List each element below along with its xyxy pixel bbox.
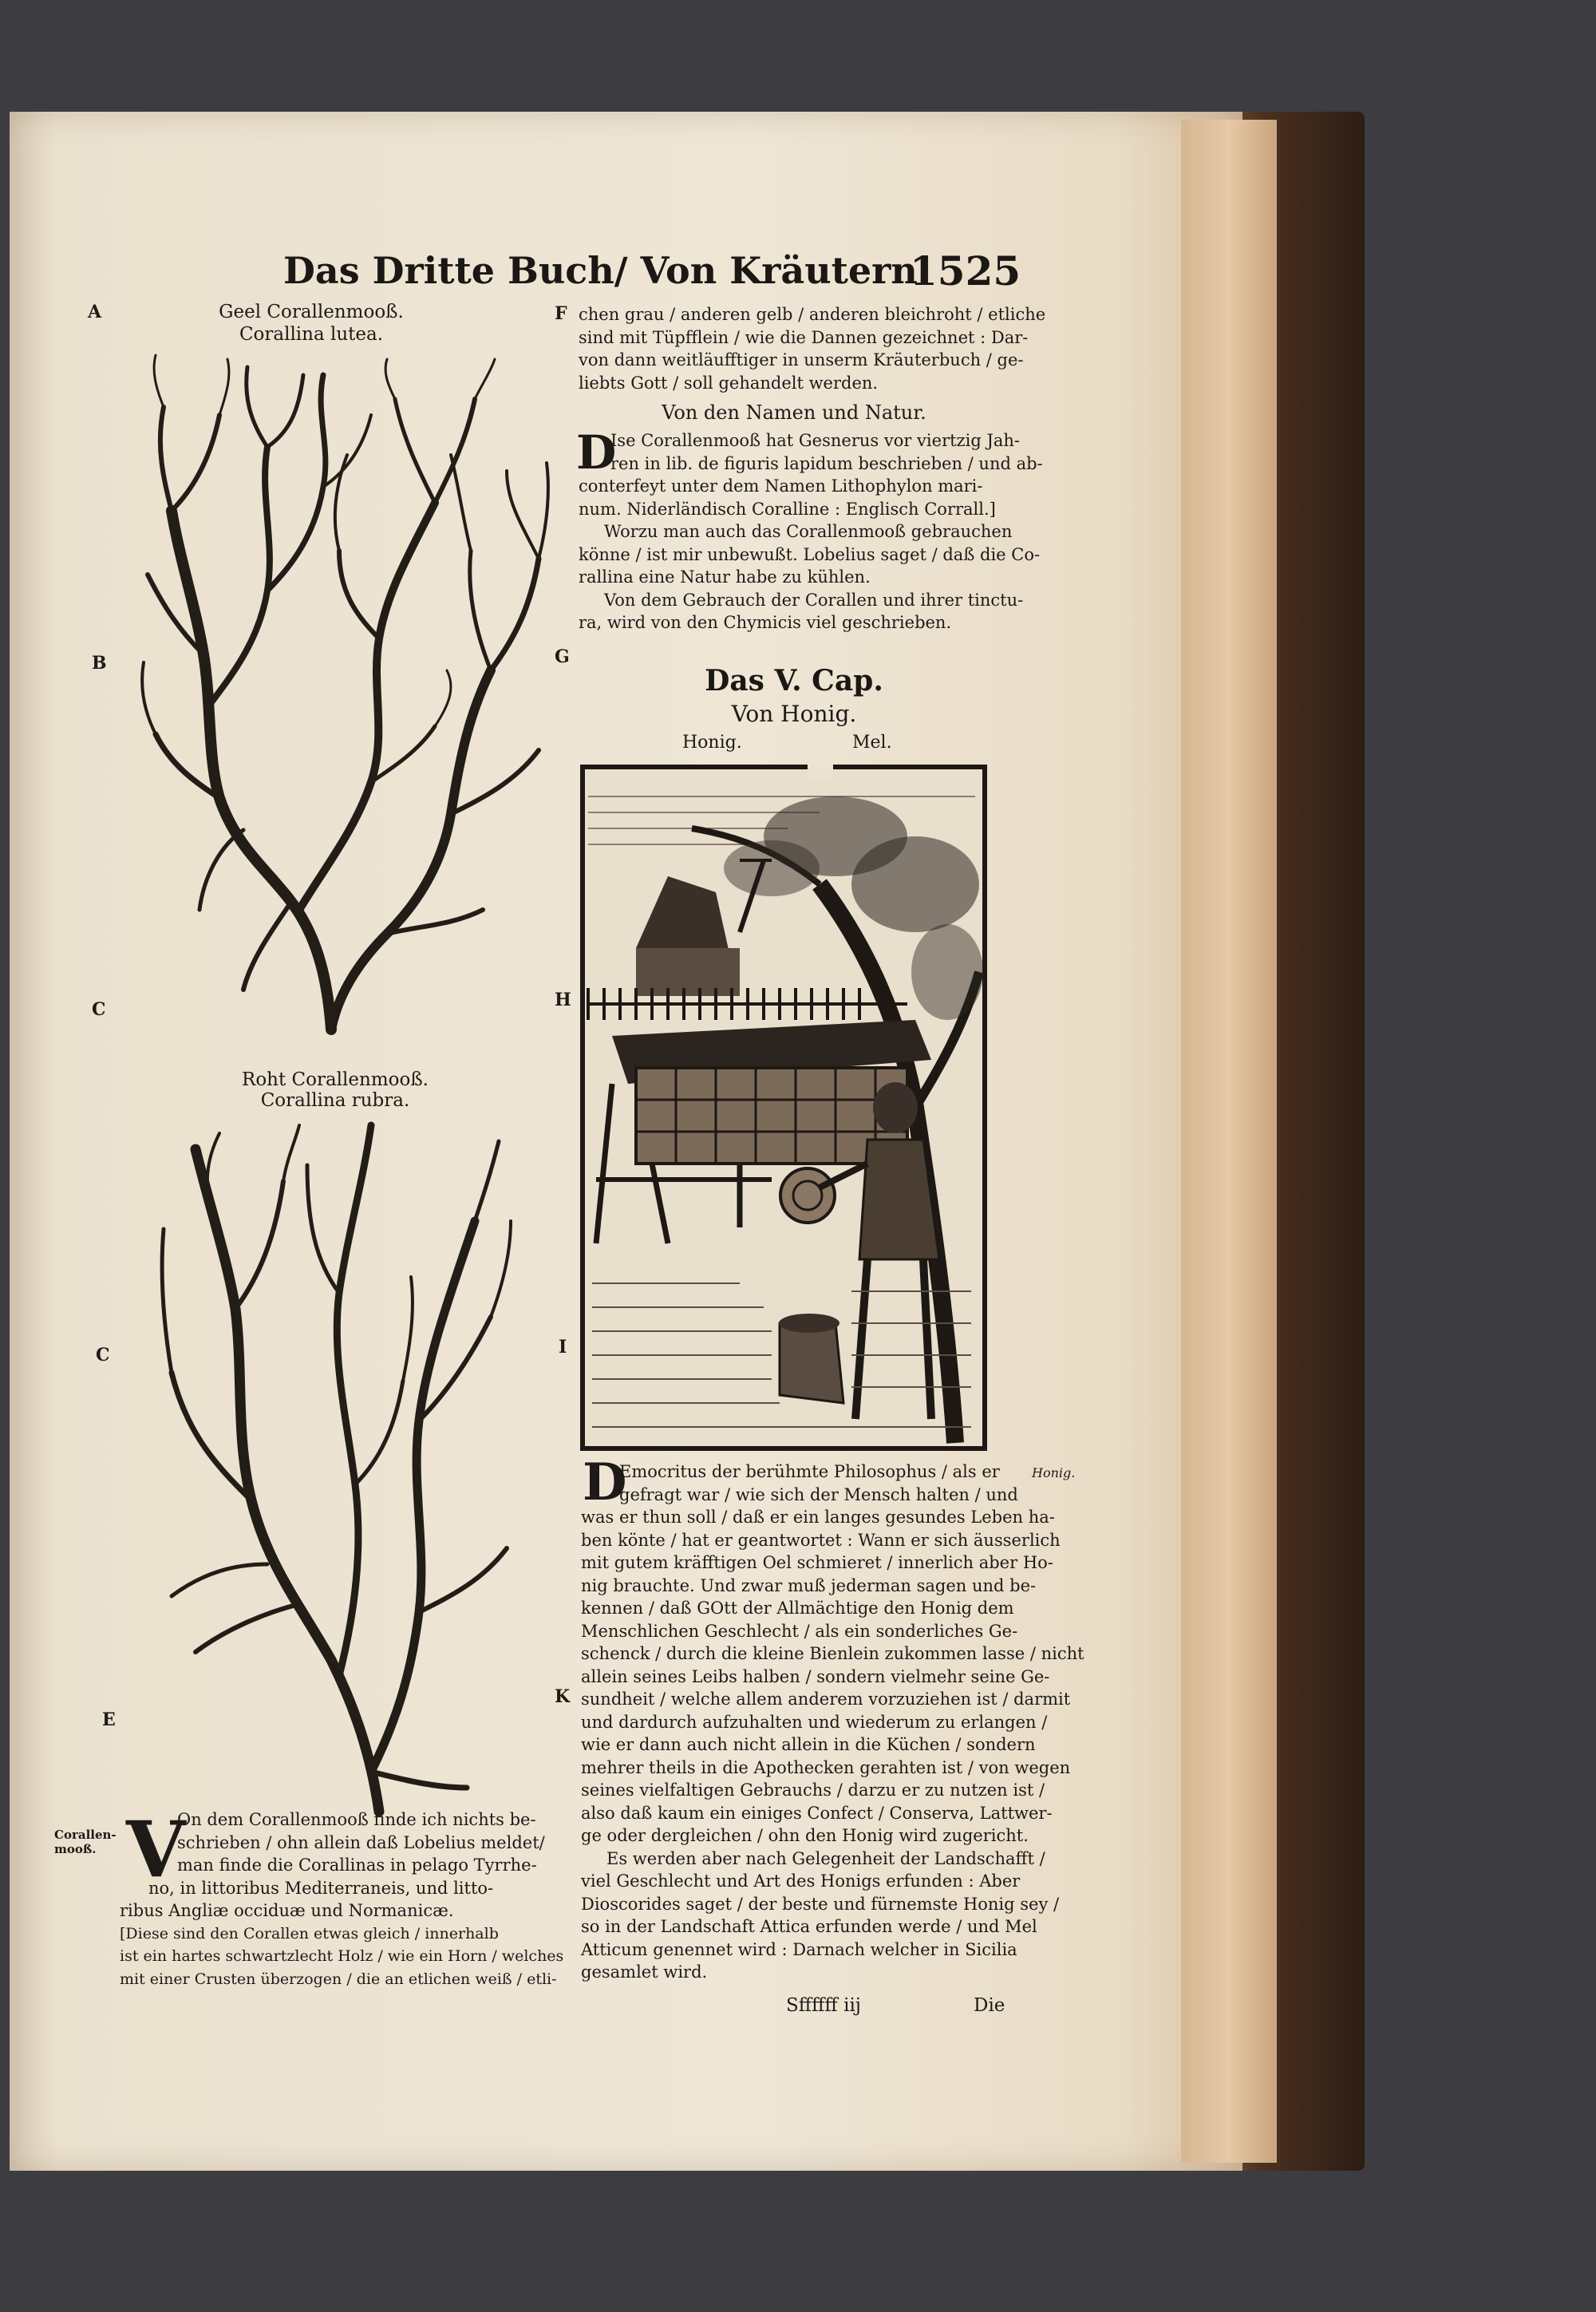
drop-cap-d-honey: D [583,1452,627,1512]
page-number: 1525 [910,247,1021,294]
margin-letter-g: G [555,646,570,667]
fig-label-german: Honig. [682,733,742,753]
text-line: Von dem Gebrauch der Corallen und ihrer tinctu- [604,590,1024,610]
text-line: viel Geschlecht und Art des Honigs erfunden : Aber [581,1871,1021,1891]
text-line: conterfeyt unter dem Namen Lithophylon mari- [579,476,983,496]
text-line: [Diese sind den Corallen etwas gleich / innerhalb [120,1924,499,1942]
margin-letter-c-2: C [96,1345,110,1365]
text-line: Menschlichen Geschlecht / als ein sonderliches Ge- [581,1621,1018,1641]
text-line: man finde die Corallinas in pelago Tyrrhe- [177,1856,537,1875]
signature-mark: Sffffff iij [786,1995,861,2016]
text-line: On dem Corallenmooß finde ich nichts be- [177,1810,536,1829]
text-line: ra, wird von den Chymicis viel geschrieben. [579,613,952,632]
honey-text [581,1460,1084,1984]
text-line: seines vielfaltigen Gebrauchs / darzu er zu nutzen ist / [581,1780,1045,1800]
fig1-caption-latin: Corallina lutea. [239,324,384,345]
text-line: Emocritus der berühmte Philosophus / als er [619,1462,1000,1481]
text-line: rallina eine Natur habe zu kühlen. [579,567,871,587]
margin-letter-b: B [92,653,107,674]
fig2-caption-latin: Corallina rubra. [260,1090,410,1111]
margin-letter-c: C [92,999,106,1020]
margin-letter-k: K [555,1686,571,1707]
text-line: und dardurch aufzuhalten und wiederum zu erlangen / [581,1712,1048,1732]
text-line: ist ein hartes schwartzlecht Holz / wie ein Horn / welches [120,1947,564,1965]
text-line: so in der Landschaft Attica erfunden werde / und Mel [581,1917,1037,1936]
chapter-heading: Das V. Cap. [705,664,883,698]
text-line: nig brauchte. Und zwar muß jederman sagen und be- [581,1575,1037,1595]
text-line: sind mit Tüpfflein / wie die Dannen gezeichnet : Dar- [579,327,1029,347]
fig2-caption-german: Roht Corallenmooß. [242,1069,429,1090]
red-coral-woodcut [140,1117,523,1820]
text-line: schrieben / ohn allein daß Lobelius meldet/ [177,1832,545,1852]
margin-note-corallenmoos [54,1828,117,1856]
text-line: ribus Angliæ occiduæ und Normanicæ. [120,1901,454,1920]
text-line: Es werden aber nach Gelegenheit der Landschafft / [606,1848,1045,1868]
yellow-coral-woodcut [132,351,563,1037]
text-line: num. Niderländisch Coralline : Englisch Corrall.] [579,499,996,519]
text-line: gefragt war / wie sich der Mensch halten / und [619,1484,1018,1504]
text-line: von dann weitläufftiger in unserm Kräuterbuch / ge- [579,350,1024,370]
text-line: liebts Gott / soll gehandelt werden. [579,373,879,393]
margin-note-line: mooß. [54,1842,97,1856]
text-line: allein seines Leibs halben / sondern vielmehr seine Ge- [581,1666,1050,1686]
text-line: no, in littoribus Mediterraneis, und litto- [148,1878,494,1898]
margin-letter-i: I [559,1337,567,1358]
text-line: chen grau / anderen gelb / anderen bleichroht / etliche [579,305,1046,324]
text-line: Ise Corallenmooß hat Gesnerus vor viertzig Jah- [610,431,1021,450]
text-line: ben könte / hat er geantwortet : Wann er sich äusserlich [581,1530,1061,1550]
text-line: Dioscorides saget / der beste und fürnemste Honig sey / [581,1894,1060,1914]
margin-letter-h: H [555,990,571,1010]
text-line: wie er dann auch nicht allein in die Küchen / sondern [581,1735,1036,1754]
section-heading-names: Von den Namen und Natur. [662,401,926,424]
text-line: ge oder dergleichen / ohn den Honig wird zugericht. [581,1826,1029,1845]
honey-margin-note: Honig. [1032,1465,1076,1480]
text-line: gesamlet wird. [581,1962,708,1982]
beekeeping-woodcut [580,765,987,1451]
text-line: schenck / durch die kleine Bienlein zukommen lasse / nicht [581,1644,1084,1663]
text-line: mit einer Crusten überzogen / die an etlichen weiß / etli- [120,1970,557,1988]
margin-letter-f: F [555,303,567,324]
names-and-nature-text [579,429,1043,634]
coral-description-continued [579,303,1045,394]
text-line: ren in lib. de figuris lapidum beschrieben / und ab- [610,453,1043,473]
page-fore-edge [1181,120,1277,2163]
margin-letter-e: E [102,1709,116,1730]
text-line: was er thun soll / daß er ein langes gesundes Leben ha- [581,1508,1055,1527]
margin-letter-a: A [88,302,102,322]
text-line: mehrer theils in die Apothecken gerahten ist / von wegen [581,1757,1071,1777]
text-line: Worzu man auch das Corallenmooß gebrauchen [604,522,1013,541]
text-line: Atticum genennet wird : Darnach welcher in Sicilia [581,1939,1017,1959]
chapter-subheading: Von Honig. [731,701,857,727]
text-line: mit gutem kräfftigen Oel schmieret / innerlich aber Ho- [581,1553,1053,1572]
coral-moss-text [120,1804,564,1990]
running-title: Das Dritte Buch/ Von Kräutern. [283,249,930,292]
text-line: sundheit / welche allem anderem vorzuziehen ist / darmit [581,1690,1071,1709]
catchword: Die [974,1995,1005,2016]
fig-label-latin: Mel. [852,733,892,753]
margin-note-line: Corallen- [54,1828,117,1842]
fig1-caption-german: Geel Corallenmooß. [219,302,404,322]
drop-cap-d-names: D [576,425,617,480]
drop-cap-v: V [126,1804,186,1895]
text-line: kennen / daß GOtt der Allmächtige den Honig dem [581,1599,1014,1618]
text-line: könne / ist mir unbewußt. Lobelius saget / daß die Co- [579,544,1041,564]
text-line: also daß kaum ein einiges Confect / Conserva, Lattwer- [581,1803,1053,1823]
